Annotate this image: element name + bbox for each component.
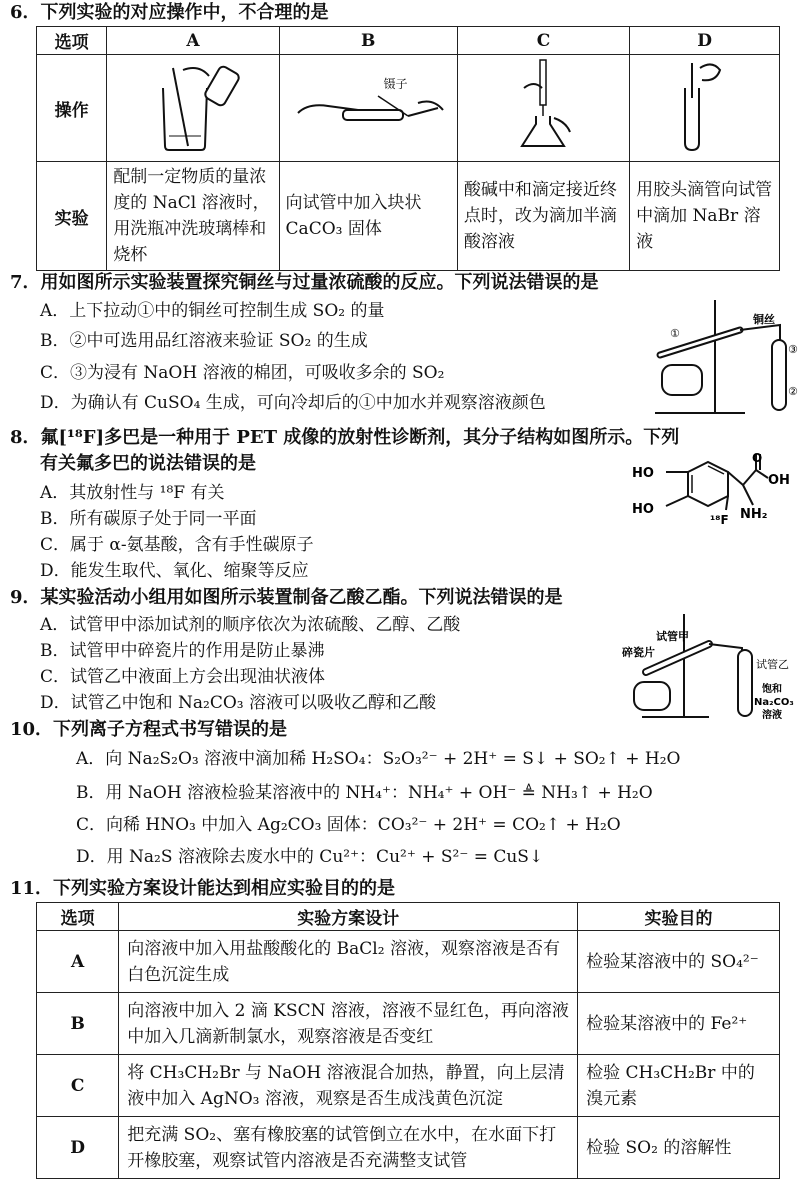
q6-table — [36, 26, 780, 271]
q6-header-option: 选项 — [37, 27, 107, 55]
q8-option-a: A．其放射性与 ¹⁸F 有关 — [40, 483, 225, 503]
q8-struct-o: O — [752, 451, 763, 465]
q8-structure-figure — [628, 450, 793, 535]
q6-header-d: D — [630, 27, 780, 55]
q6-header-b: B — [279, 27, 457, 55]
q6-exp-a: 配制一定物质的量浓度的 NaCl 溶液时，用洗瓶冲洗玻璃棒和烧杯 — [107, 162, 279, 271]
q6-header-a: A — [107, 27, 279, 55]
q8-title-line1: 8．氟[¹⁸F]多巴是一种用于 PET 成像的放射性诊断剂，其分子结构如图所示。下列 — [10, 427, 680, 448]
burette-flask-illustration — [484, 58, 604, 153]
q11-row-a-design: 向溶液中加入用盐酸酸化的 BaCl₂ 溶液，观察溶液是否有白色沉淀生成 — [119, 931, 578, 993]
q8-option-b: B．所有碳原子处于同一平面 — [40, 509, 257, 529]
q11-table — [36, 902, 780, 1179]
q10-option-d: D．用 Na₂S 溶液除去废水中的 Cu²⁺：Cu²⁺ + S²⁻ = CuS↓ — [76, 847, 544, 867]
q9-fig-label-tube-jia: 试管甲 — [656, 630, 689, 643]
q7-fig-label-3: ③ — [788, 343, 798, 356]
q11-row-c-opt: C — [37, 1055, 119, 1117]
q9-fig-label-tube-yi: 试管乙 — [756, 658, 789, 671]
q6-figure-b — [279, 55, 457, 162]
q11-row-c-goal: 检验 CH₃CH₂Br 中的溴元素 — [578, 1055, 780, 1117]
q9-option-b: B．试管甲中碎瓷片的作用是防止暴沸 — [40, 641, 325, 661]
q7-fig-label-copper: 铜丝 — [753, 313, 775, 326]
q10-title: 10．下列离子方程式书写错误的是 — [10, 719, 288, 740]
q7-title: 7．用如图所示实验装置探究铜丝与过量浓硫酸的反应。下列说法错误的是 — [10, 272, 599, 293]
q9-option-c: C．试管乙中液面上方会出现油状液体 — [40, 667, 326, 687]
q11-row-b-goal: 检验某溶液中的 Fe²⁺ — [578, 993, 780, 1055]
dropper-test-tube-illustration — [650, 58, 760, 153]
q6-row-exp-label: 实验 — [37, 162, 107, 271]
q10-option-a: A．向 Na₂S₂O₃ 溶液中滴加稀 H₂SO₄：S₂O₃²⁻ + 2H⁺ = S↓ + SO₂↑ + H₂O — [76, 749, 681, 769]
q6-header-c: C — [457, 27, 629, 55]
tweezers-label: 镊子 — [383, 77, 408, 91]
q8-option-c: C．属于 α-氨基酸，含有手性碳原子 — [40, 535, 314, 555]
q11-row-a-opt: A — [37, 931, 119, 993]
q9-fig-label-na2co3: Na₂CO₃ — [754, 697, 794, 708]
q11-row-d-opt: D — [37, 1117, 119, 1179]
q6-figure-c — [457, 55, 629, 162]
q7-option-c: C．③为浸有 NaOH 溶液的棉团，可吸收多余的 SO₂ — [40, 363, 445, 383]
q8-struct-oh: OH — [768, 473, 790, 488]
wash-bottle-beaker-illustration — [133, 58, 253, 153]
q11-title: 11．下列实验方案设计能达到相应实验目的的是 — [10, 878, 396, 899]
q9-option-d: D．试管乙中饱和 Na₂CO₃ 溶液可以吸收乙醇和乙酸 — [40, 693, 437, 713]
q11-row-b-design: 向溶液中加入 2 滴 KSCN 溶液，溶液不显红色，再向溶液中加入几滴新制氯水，观察溶液是否变红 — [119, 993, 578, 1055]
q11-row-b-opt: B — [37, 993, 119, 1055]
q8-option-d: D．能发生取代、氧化、缩聚等反应 — [40, 561, 309, 581]
q6-exp-c: 酸碱中和滴定接近终点时，改为滴加半滴酸溶液 — [457, 162, 629, 271]
q8-struct-ho-top: HO — [632, 466, 654, 481]
q6-title: 6．下列实验的对应操作中，不合理的是 — [10, 2, 329, 23]
q9-fig-label-chips: 碎瓷片 — [622, 646, 655, 659]
q11-row-a-goal: 检验某溶液中的 SO₄²⁻ — [578, 931, 780, 993]
q8-title-line2: 有关氟多巴的说法错误的是 — [40, 453, 256, 474]
test-tube-tweezers-illustration — [288, 58, 448, 153]
q9-option-a: A．试管甲中添加试剂的顺序依次为浓硫酸、乙醇、乙酸 — [40, 615, 461, 635]
q11-row-c-design: 将 CH₃CH₂Br 与 NaOH 溶液混合加热，静置，向上层清液中加入 AgNO₃ 溶液，观察是否生成浅黄色沉淀 — [119, 1055, 578, 1117]
q6-exp-d: 用胶头滴管向试管中滴加 NaBr 溶液 — [630, 162, 780, 271]
q7-fig-label-2: ② — [788, 385, 798, 398]
q7-fig-label-1: ① — [670, 327, 680, 340]
q7-option-b: B．②中可选用品红溶液来验证 SO₂ 的生成 — [40, 331, 368, 351]
q8-struct-nh2: NH₂ — [740, 507, 768, 522]
q6-exp-b: 向试管中加入块状 CaCO₃ 固体 — [279, 162, 457, 271]
q9-fig-label-solution: 溶液 — [762, 710, 782, 721]
q11-row-d-design: 把充满 SO₂、塞有橡胶塞的试管倒立在水中，在水面下打开橡胶塞，观察试管内溶液是否充满整支试管 — [119, 1117, 578, 1179]
q9-fig-label-saturated: 饱和 — [762, 684, 782, 695]
q11-header-option: 选项 — [37, 903, 119, 931]
q11-header-goal: 实验目的 — [578, 903, 780, 931]
q8-struct-ho-bottom: HO — [632, 502, 654, 517]
q10-option-b: B．用 NaOH 溶液检验某溶液中的 NH₄⁺：NH₄⁺ + OH⁻ ≜ NH₃↑ + H₂O — [76, 783, 653, 803]
q8-struct-f18: ¹⁸F — [710, 513, 729, 527]
q9-title: 9．某实验活动小组用如图所示装置制备乙酸乙酯。下列说法错误的是 — [10, 587, 563, 608]
q6-figure-a — [107, 55, 279, 162]
q10-option-c: C．向稀 HNO₃ 中加入 Ag₂CO₃ 固体：CO₃²⁻ + 2H⁺ = CO₂↑ + H₂O — [76, 815, 621, 835]
q6-figure-d — [630, 55, 780, 162]
q6-row-op-label: 操作 — [37, 55, 107, 162]
q11-row-d-goal: 检验 SO₂ 的溶解性 — [578, 1117, 780, 1179]
q9-apparatus-figure — [614, 612, 798, 724]
q7-apparatus-figure — [650, 295, 800, 420]
q7-option-d: D．为确认有 CuSO₄ 生成，可向冷却后的①中加水并观察溶液颜色 — [40, 393, 546, 413]
q7-option-a: A．上下拉动①中的铜丝可控制生成 SO₂ 的量 — [40, 301, 385, 321]
q11-header-design: 实验方案设计 — [119, 903, 578, 931]
